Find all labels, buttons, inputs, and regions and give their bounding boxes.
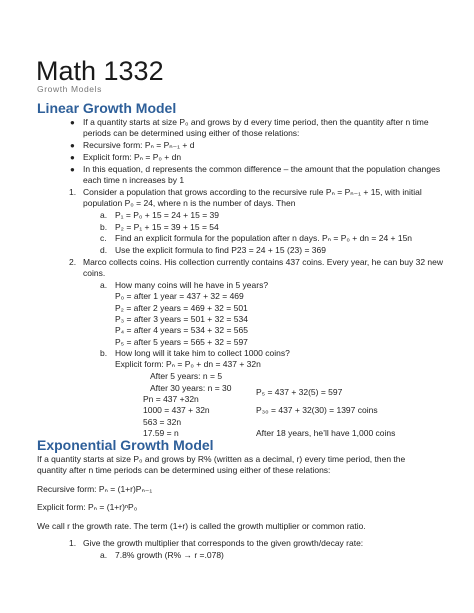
solve-step: After 30 years: n = 30 — [150, 383, 232, 393]
example-1c-label: c. — [100, 233, 107, 243]
example-2-line-2: coins. — [83, 268, 106, 278]
example-1-number: 1. — [69, 187, 77, 197]
exponential-rate-note: We call r the growth rate. The term (1+r) is called the growth multiplier or common ratio. — [37, 521, 366, 531]
solve-step: 17.59 = n — [143, 428, 179, 438]
example-2a: How many coins will he have in 5 years? — [115, 280, 269, 290]
example-1c: Find an explicit formula for the population after n days. Pₙ = P₀ + dn = 24 + 15n — [115, 233, 413, 243]
linear-explicit-form: Explicit form: Pₙ = P₀ + dn — [83, 152, 182, 162]
example-2a-line: P₄ = after 4 years = 534 + 32 = 565 — [115, 325, 248, 335]
page-title: Math 1332 — [36, 56, 164, 86]
example-2-number: 2. — [69, 257, 77, 267]
linear-bullet-d-cont: each time n increases by 1 — [83, 175, 185, 185]
example-1-line-2: population P₀ = 24, where n is the number of days. Then — [83, 198, 296, 208]
bullet-icon: ● — [70, 141, 75, 150]
example-2a-label: a. — [100, 280, 108, 290]
example-2a-line: P₂ = after 2 years = 469 + 32 = 501 — [115, 303, 248, 313]
exponential-heading: Exponential Growth Model — [37, 437, 214, 453]
example-2b-label: b. — [100, 348, 108, 358]
example-1b: P₂ = P₁ + 15 = 39 + 15 = 54 — [115, 222, 219, 232]
example-1d: Use the explicit formula to find P23 = 24 + 15 (23) = 369 — [115, 245, 326, 255]
linear-bullet-1-cont: periods can be determined using either of those relations: — [83, 128, 300, 138]
example-1-line-1: Consider a population that grows according to the recursive rule Pₙ = Pₙ₋₁ + 15, with initial — [83, 187, 422, 197]
solve-step: After 5 years: n = 5 — [150, 371, 223, 381]
example-2b-explicit: Explicit form: Pₙ = P₀ + dn = 437 + 32n — [115, 359, 261, 369]
example-2b: How long will it take him to collect 1000 coins? — [115, 348, 290, 358]
example-1d-label: d. — [100, 245, 108, 255]
linear-heading: Linear Growth Model — [37, 100, 177, 116]
exp-question-1a: 7.8% growth (R% → r =.078) — [115, 550, 224, 560]
linear-bullet-d: In this equation, d represents the common difference – the amount that the population changes — [83, 164, 441, 174]
bullet-icon: ● — [70, 118, 75, 127]
exp-question-1-number: 1. — [69, 538, 77, 548]
exponential-explicit-form: Explicit form: Pₙ = (1+r)ⁿP₀ — [37, 502, 138, 512]
solve-result: P₅ = 437 + 32(5) = 597 — [256, 387, 343, 397]
solve-step: 563 = 32n — [143, 417, 182, 427]
exponential-intro-2: quantity after n time periods can be determined using either of these relations: — [37, 465, 331, 475]
example-2a-line: P₀ = after 1 year = 437 + 32 = 469 — [115, 291, 244, 301]
solve-result: After 18 years, he’ll have 1,000 coins — [256, 428, 396, 438]
example-1b-label: b. — [100, 222, 108, 232]
bullet-icon: ● — [70, 165, 75, 174]
page-subtitle: Growth Models — [37, 84, 102, 94]
linear-recursive-form: Recursive form: Pₙ = Pₙ₋₁ + d — [83, 140, 195, 150]
solve-result: P₃₀ = 437 + 32(30) = 1397 coins — [256, 405, 378, 415]
exponential-intro-1: If a quantity starts at size P₀ and grows by R% (written as a decimal, r) every time period, then the — [37, 454, 406, 464]
bullet-icon: ● — [70, 153, 75, 162]
example-2a-line: P₃ = after 3 years = 501 + 32 = 534 — [115, 314, 248, 324]
exponential-recursive-form: Recursive form: Pₙ = (1+r)Pₙ₋₁ — [37, 484, 153, 494]
linear-bullet-1: If a quantity starts at size P₀ and grows by d every time period, then the quantity after n time — [83, 117, 429, 127]
exp-question-1: Give the growth multiplier that corresponds to the given growth/decay rate: — [83, 538, 364, 548]
example-2-line-1: Marco collects coins. His collection currently contains 437 coins. Every year, he can buy 32 new — [83, 257, 444, 267]
example-1a-label: a. — [100, 210, 108, 220]
example-1a: P₁ = P₀ + 15 = 24 + 15 = 39 — [115, 210, 219, 220]
example-2a-line: P₅ = after 5 years = 565 + 32 = 597 — [115, 337, 248, 347]
exp-question-1a-label: a. — [100, 550, 108, 560]
solve-step: 1000 = 437 + 32n — [143, 405, 210, 415]
solve-step: Pn = 437 +32n — [143, 394, 199, 404]
